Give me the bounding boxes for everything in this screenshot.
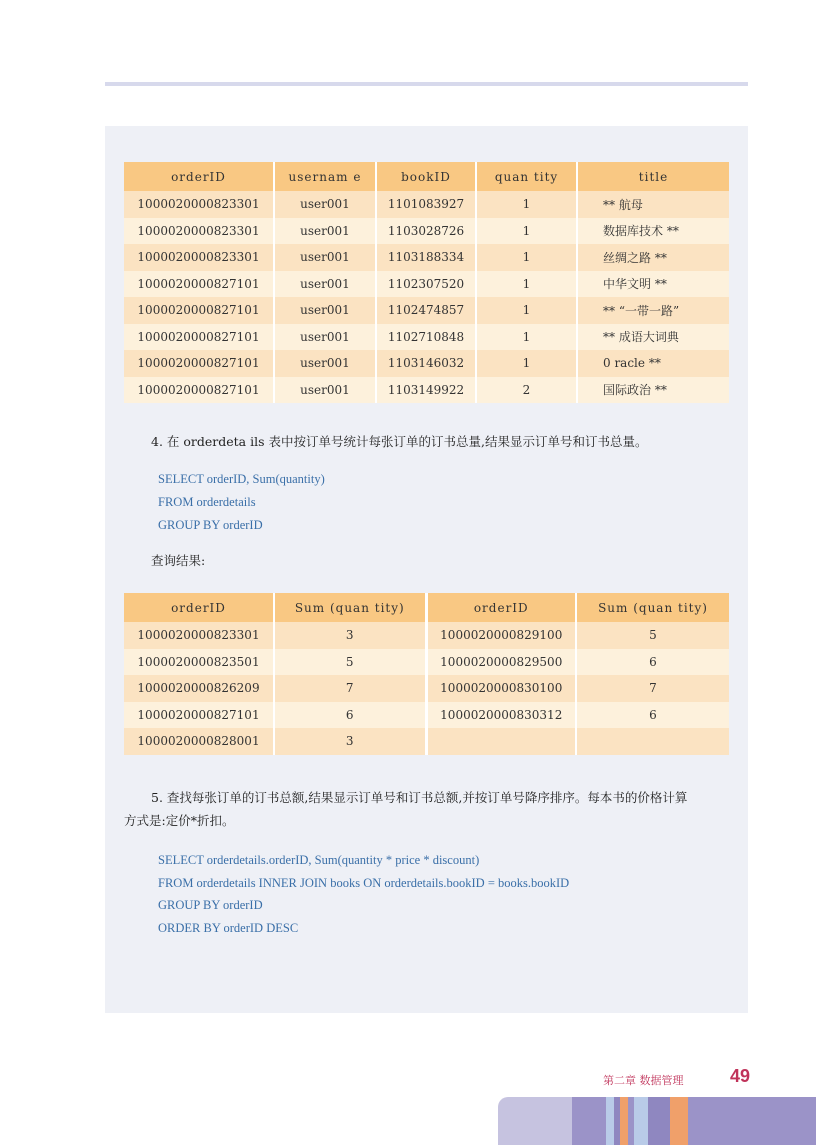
table-row (124, 297, 729, 324)
cell: 1103028726 (376, 218, 476, 245)
cell: 7 (576, 675, 729, 702)
col-header: Sum (quan tity) (576, 593, 729, 622)
cell: 6 (576, 702, 729, 729)
cell (576, 728, 729, 755)
cell: user001 (274, 350, 376, 377)
col-header: title (577, 162, 729, 191)
cell: 1 (476, 271, 577, 298)
page-number: 49 (730, 1066, 751, 1086)
question-5-line1: 5. 查找每张订单的订书总额,结果显示订单号和订书总额,并按订单号降序排序。每本书的价格计算 (151, 790, 688, 805)
table-row (124, 702, 729, 729)
cell: 1 (476, 244, 577, 271)
cell: 1102474857 (376, 297, 476, 324)
cell: user001 (274, 271, 376, 298)
q4-code-line: GROUP BY orderID (158, 518, 263, 532)
cell: 1000020000826209 (124, 675, 274, 702)
q5-code-line: SELECT orderdetails.orderID, Sum(quantity * price * discount) (158, 853, 480, 867)
cell: 1000020000827101 (124, 297, 274, 324)
cell: 国际政治 ** (577, 377, 729, 404)
question-4-text: 4. 在 orderdeta ils 表中按订单号统计每张订单的订书总量,结果显示订单号和订书总量。 (151, 434, 648, 449)
cell: user001 (274, 244, 376, 271)
sum-quantity-table (124, 593, 729, 755)
cell: 1000020000827101 (124, 702, 274, 729)
cell: 0 racle ** (577, 350, 729, 377)
cell: user001 (274, 191, 376, 218)
cell: ** 成语大词典 (577, 324, 729, 351)
table-row (124, 218, 729, 245)
question-5-line2: 方式是:定价*折扣。 (124, 813, 235, 828)
cell (426, 728, 576, 755)
cell: ** “一带一路” (577, 297, 729, 324)
result-label: 查询结果: (151, 553, 206, 568)
table-row (124, 271, 729, 298)
cell: 1000020000827101 (124, 350, 274, 377)
table-row (124, 377, 729, 404)
cell: 数据库技术 ** (577, 218, 729, 245)
col-header: quan tity (476, 162, 577, 191)
cell: 1000020000827101 (124, 324, 274, 351)
cell: 中华文明 ** (577, 271, 729, 298)
top-rule (105, 82, 748, 86)
cell: user001 (274, 297, 376, 324)
cell: user001 (274, 218, 376, 245)
table-header-row (124, 162, 729, 191)
cell: 1000020000823301 (124, 244, 274, 271)
col-header: usernam e (274, 162, 376, 191)
cell: 1 (476, 191, 577, 218)
cell: 1 (476, 350, 577, 377)
cell: 1 (476, 218, 577, 245)
cell: 丝绸之路 ** (577, 244, 729, 271)
cell: 1102307520 (376, 271, 476, 298)
cell: 1000020000830312 (426, 702, 576, 729)
chapter-label: 第二章 数据管理 (603, 1074, 684, 1087)
cell: 6 (274, 702, 426, 729)
table-row (124, 728, 729, 755)
cell: 1000020000827101 (124, 271, 274, 298)
cell: 7 (274, 675, 426, 702)
table-row (124, 649, 729, 676)
cell: 3 (274, 728, 426, 755)
table-row (124, 622, 729, 649)
cell: 1000020000823301 (124, 218, 274, 245)
cell: 1000020000823301 (124, 622, 274, 649)
cell: 3 (274, 622, 426, 649)
table-header-row (124, 593, 729, 622)
cell: user001 (274, 324, 376, 351)
col-header: orderID (426, 593, 576, 622)
q5-code-line: FROM orderdetails INNER JOIN books ON orderdetails.bookID = books.bookID (158, 876, 570, 890)
col-header: bookID (376, 162, 476, 191)
q4-code-line: FROM orderdetails (158, 495, 256, 509)
q5-code-line: ORDER BY orderID DESC (158, 921, 299, 935)
cell: 1000020000823301 (124, 191, 274, 218)
cell: 1000020000827101 (124, 377, 274, 404)
cell: 1 (476, 324, 577, 351)
cell: 1000020000828001 (124, 728, 274, 755)
q4-code-line: SELECT orderID, Sum(quantity) (158, 472, 325, 486)
cell: 2 (476, 377, 577, 404)
orderdetails-table (124, 162, 729, 403)
cell: 1101083927 (376, 191, 476, 218)
cell: 1000020000830100 (426, 675, 576, 702)
table-row (124, 244, 729, 271)
col-header: Sum (quan tity) (274, 593, 426, 622)
cell: 5 (274, 649, 426, 676)
cell: 6 (576, 649, 729, 676)
cell: user001 (274, 377, 376, 404)
col-header: orderID (124, 593, 274, 622)
table-row (124, 675, 729, 702)
cell: 1 (476, 297, 577, 324)
col-header: orderID (124, 162, 274, 191)
cell: ** 航母 (577, 191, 729, 218)
cell: 5 (576, 622, 729, 649)
cell: 1000020000829100 (426, 622, 576, 649)
cell: 1103188334 (376, 244, 476, 271)
cell: 1000020000823501 (124, 649, 274, 676)
table-row (124, 324, 729, 351)
cell: 1103146032 (376, 350, 476, 377)
cell: 1000020000829500 (426, 649, 576, 676)
cell: 1103149922 (376, 377, 476, 404)
table-row (124, 191, 729, 218)
table-row (124, 350, 729, 377)
cell: 1102710848 (376, 324, 476, 351)
q5-code-line: GROUP BY orderID (158, 898, 263, 912)
